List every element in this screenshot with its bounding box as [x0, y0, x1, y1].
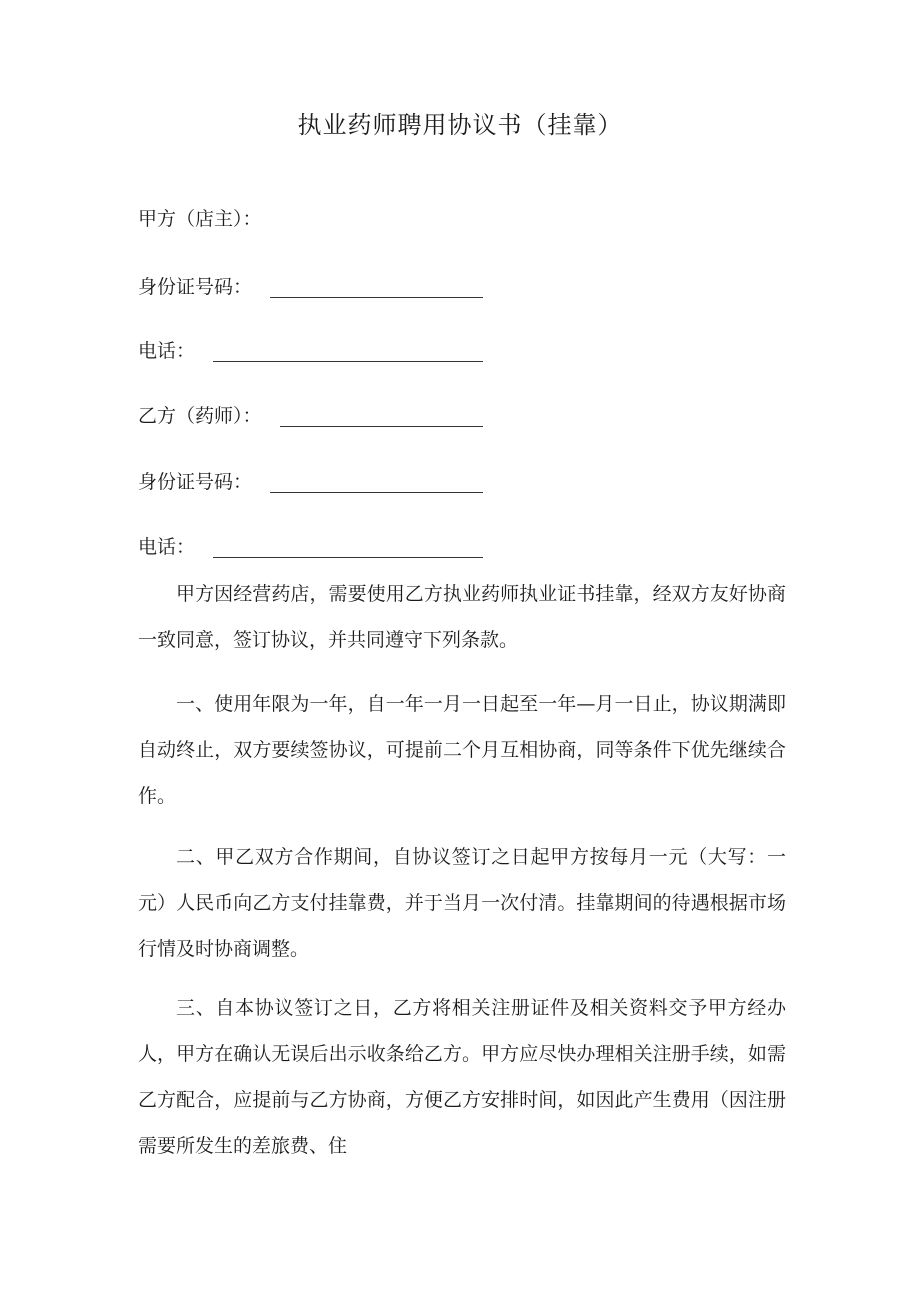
clause-3-paragraph: 三、自本协议签订之日，乙方将相关注册证件及相关资料交予甲方经办人，甲方在确认无误后出示收条给乙方。甲方应尽快办理相关注册手续，如需乙方配合，应提前与乙方协商，方便乙方安排时间，如因此产生费用（因注册需要所发生的差旅费、住 — [138, 997, 786, 1157]
party-a-phone-blank[interactable] — [213, 341, 483, 362]
party-b-phone-field — [138, 533, 483, 561]
clause-2-paragraph: 二、甲乙双方合作期间，自协议签订之日起甲方按每月一元（大写：一元）人民币向乙方支付挂靠费，并于当月一次付清。挂靠期间的待遇根据市场行情及时协商调整。 — [138, 846, 786, 960]
party-b-phone-blank[interactable] — [213, 537, 483, 558]
party-b-phone-label: 电话： — [138, 536, 196, 558]
party-b-label: 乙方（药师）： — [138, 405, 262, 427]
party-a-id-field — [138, 273, 483, 301]
party-a-label: 甲方（店主）： — [138, 208, 262, 230]
party-a-phone-field — [138, 337, 483, 365]
party-b-id-label: 身份证号码： — [138, 471, 253, 493]
party-b-id-field — [138, 468, 483, 496]
document-title: 执业药师聘用协议书（挂靠） — [297, 111, 623, 139]
party-a-id-label: 身份证号码： — [138, 276, 253, 298]
party-a-field — [138, 205, 483, 233]
clause-1-paragraph: 一、使用年限为一年，自一年一月一日起至一年—月一日止，协议期满即自动终止，双方要续签协议，可提前二个月互相协商，同等条件下优先继续合作。 — [138, 693, 786, 807]
party-b-field — [138, 402, 483, 430]
party-b-blank[interactable] — [280, 406, 483, 427]
party-b-id-blank[interactable] — [270, 472, 483, 493]
party-a-id-blank[interactable] — [270, 277, 483, 298]
intro-paragraph: 甲方因经营药店，需要使用乙方执业药师执业证书挂靠，经双方友好协商一致同意，签订协议，并共同遵守下列条款。 — [138, 583, 786, 651]
party-a-phone-label: 电话： — [138, 340, 196, 362]
